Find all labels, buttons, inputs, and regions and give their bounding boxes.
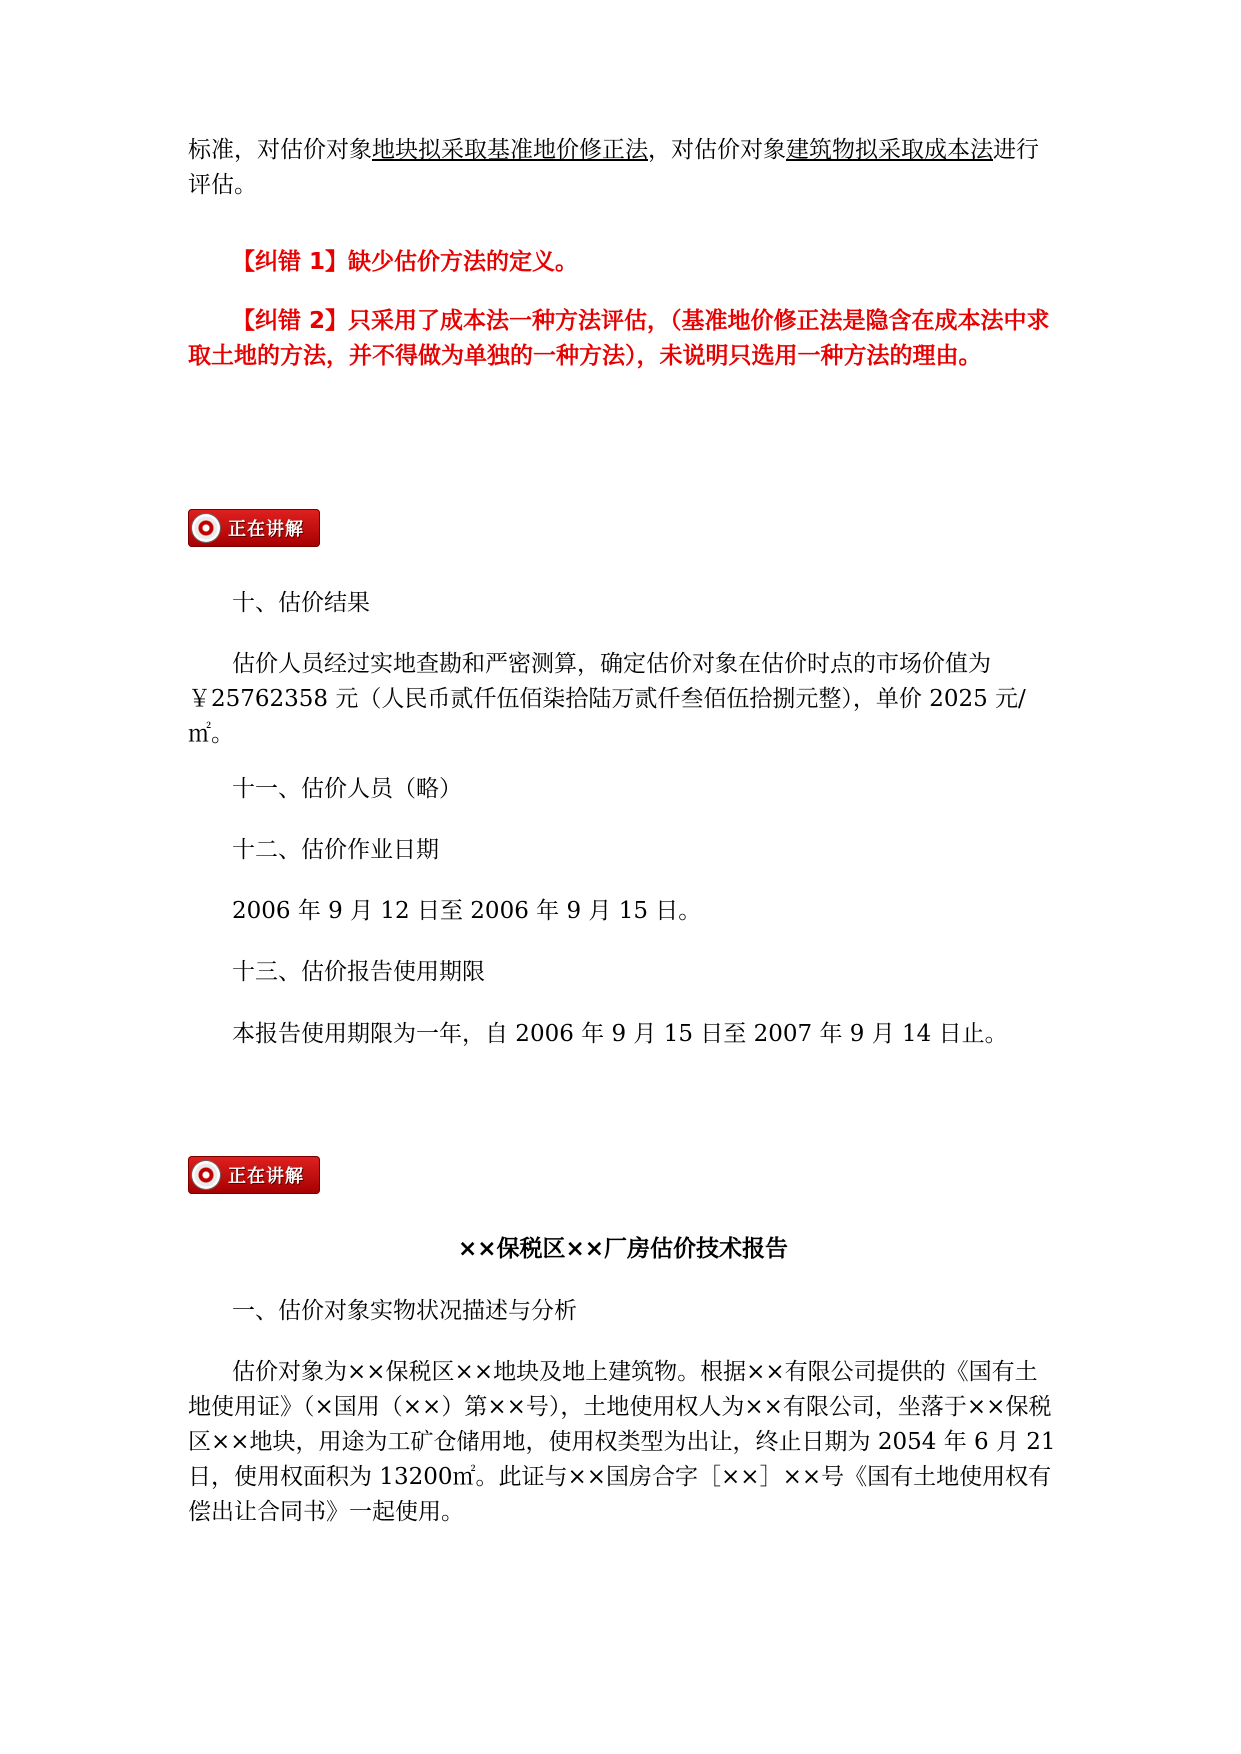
badge-label: 正在讲解 (228, 519, 304, 540)
section-13-heading: 十三、估价报告使用期限 (232, 959, 485, 985)
building-method-underlined: 建筑物拟采取成本法 (786, 137, 993, 163)
report-body-1: 估价对象为××保税区××地块及地上建筑物。根据××有限公司提供的《国有土地使用证》（×国用（××）第××号），土地使用权人为××有限公司，坐落于××保税区××地块，用途为工矿仓储用地，使用权类型为出让，终止日期为 2054 年 6 月 21 日，使用权面积为 13200㎡。此证与××国房合字［××］××号《国有土地使用权有偿出让合同书》一起使用。 (188, 1359, 1056, 1525)
section-13-body: 本报告使用期限为一年，自 2006 年 9 月 15 日至 2007 年 9 月 14 日止。 (232, 1021, 1008, 1047)
lecture-badge (188, 1156, 320, 1194)
report-title: ××保税区××厂房估价技术报告 (457, 1236, 789, 1262)
disc-icon (192, 514, 220, 542)
disc-icon (192, 1161, 220, 1189)
section-11-heading: 十一、估价人员（略） (232, 776, 462, 802)
land-method-underlined: 地块拟采取基准地价修正法 (372, 137, 648, 163)
section-10-body: 估价人员经过实地查勘和严密测算，确定估价对象在估价时点的市场价值为￥25762358 元（人民币贰仟伍佰柒拾陆万贰仟叁佰伍拾捌元整），单价 2025 元/㎡。 (188, 651, 1026, 747)
correction-1: 【纠错 1】缺少估价方法的定义。 (232, 249, 579, 275)
intro-text-1: 标准，对估价对象 (188, 137, 372, 163)
lecture-badge (188, 509, 320, 547)
intro-text-2: ，对估价对象 (648, 137, 786, 163)
badge-label: 正在讲解 (228, 1166, 304, 1187)
intro-text-3: 进行评估。 (188, 137, 1039, 198)
intro-paragraph (188, 133, 1058, 203)
correction-2: 【纠错 2】只采用了成本法一种方法评估，（基准地价修正法是隐含在成本法中求取土地的方法，并不得做为单独的一种方法），未说明只选用一种方法的理由。 (188, 308, 1050, 369)
report-heading-1: 一、估价对象实物状况描述与分析 (232, 1298, 577, 1324)
section-10-heading: 十、估价结果 (232, 590, 370, 616)
section-12-body: 2006 年 9 月 12 日至 2006 年 9 月 15 日。 (232, 898, 702, 924)
section-12-heading: 十二、估价作业日期 (232, 837, 439, 863)
